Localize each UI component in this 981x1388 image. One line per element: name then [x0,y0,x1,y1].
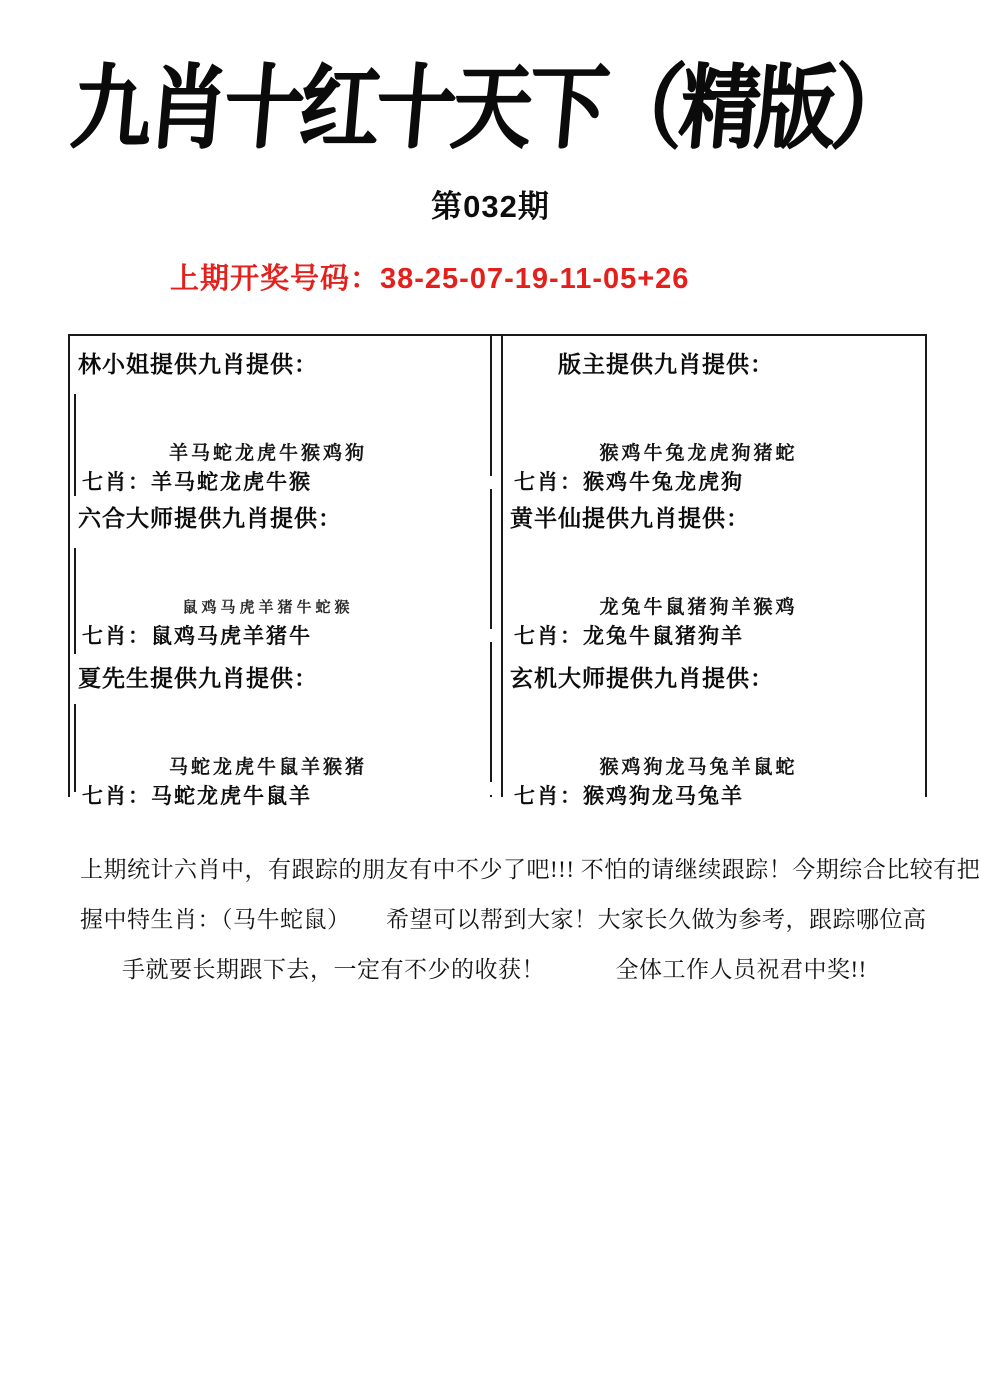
page-title: 九肖十红十天下（精版） [67,56,913,159]
seven-zodiac-line: 七肖：羊马蛇龙虎牛猴 [82,470,312,494]
tip-section-banzhu [510,346,917,496]
seven-zodiac-line: 七肖：鼠鸡马虎羊猪牛 [82,624,312,648]
last-draw-label: 上期开奖号码： [170,263,381,295]
nine-zodiac-line: 猴鸡牛兔龙虎狗猪蛇 [599,443,798,464]
tip-provider-header: 玄机大师提供九肖提供： [510,666,774,691]
nine-zodiac-line: 猴鸡狗龙马兔羊鼠蛇 [599,757,798,778]
seven-zodiac-line: 七肖：龙兔牛鼠猪狗羊 [514,624,744,648]
seven-zodiac-line: 七肖：猴鸡牛兔龙虎狗 [514,470,744,494]
tip-section-xia-xiansheng [78,660,488,810]
tip-provider-header: 六合大师提供九肖提供： [78,506,342,531]
last-draw-numbers: 38-25-07-19-11-05+26 [380,263,690,295]
last-draw-line [170,256,689,297]
seven-zodiac-line: 七肖：马蛇龙虎牛鼠羊 [82,784,312,808]
tip-section-huang-banxian [510,500,917,650]
nine-zodiac-line: 鼠鸡马虎羊猪牛蛇猴 [182,600,354,616]
column-divider-right-line [501,336,503,797]
tip-provider-header: 林小姐提供九肖提供： [78,352,318,377]
column-divider-left-line [490,336,492,797]
tip-provider-header: 夏先生提供九肖提供： [78,666,318,691]
tip-provider-header: 版主提供九肖提供： [558,352,774,377]
footer-note-line: 握中特生肖：（马牛蛇鼠） 希望可以帮到大家！大家长久做为参考，跟踪哪位高 [80,907,927,932]
tip-section-xuanji-dashi [510,660,917,810]
nine-zodiac-line: 龙兔牛鼠猪狗羊猴鸡 [599,597,798,618]
tips-box [68,334,927,808]
tip-provider-header: 黄半仙提供九肖提供： [510,506,750,531]
issue-number: 第032期 [431,189,550,224]
inner-border-segment [74,394,76,496]
tip-section-liuhe-dashi [78,500,488,650]
seven-zodiac-line: 七肖：猴鸡狗龙马兔羊 [514,784,744,808]
footer-note-line: 上期统计六肖中，有跟踪的朋友有中不少了吧!!! 不怕的请继续跟踪！今期综合比较有把 [80,857,981,882]
inner-border-segment [74,548,76,654]
nine-zodiac-line: 马蛇龙虎牛鼠羊猴猪 [168,757,367,778]
inner-border-segment [74,704,76,792]
tip-section-lin-xiaojie [78,346,488,496]
nine-zodiac-line: 羊马蛇龙虎牛猴鸡狗 [168,443,367,464]
footer-note-line: 手就要长期跟下去，一定有不少的收获！ 全体工作人员祝君中奖!! [122,957,867,982]
